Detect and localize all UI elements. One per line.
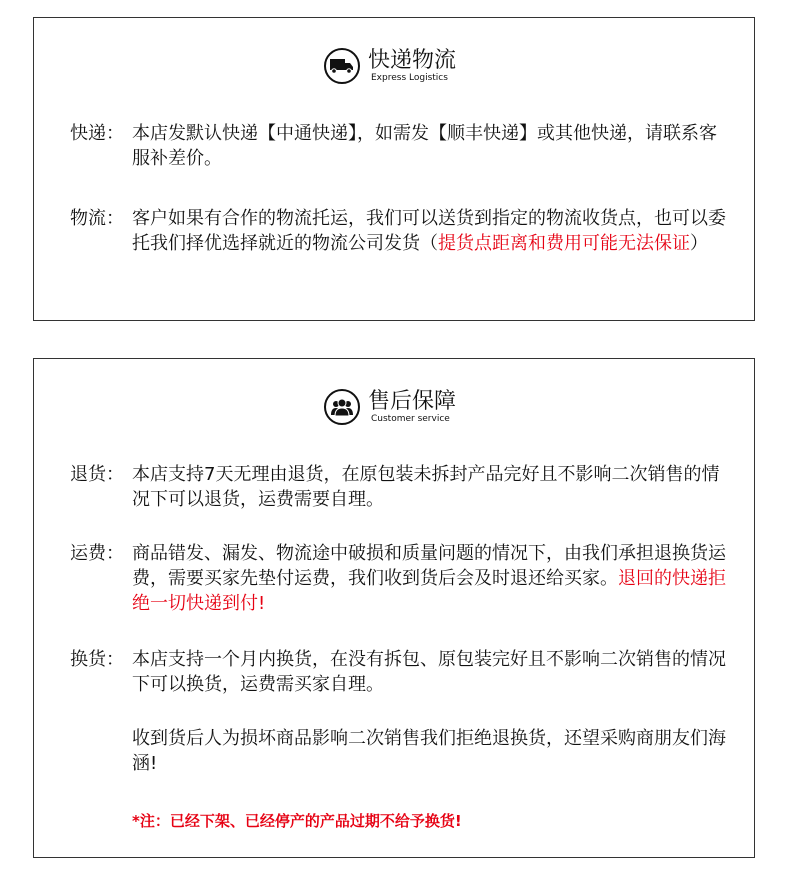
list-item [70,206,734,256]
truck-icon [324,48,360,84]
section-subtitle: Customer service [371,414,450,424]
list-item [70,726,734,776]
item-label: 换货： [70,649,124,670]
item-label: 物流： [70,208,124,229]
users-icon [324,389,360,425]
section-header [324,48,456,84]
logistics-section [33,17,755,321]
list-item [70,462,734,512]
list-item [70,121,734,171]
after-sales-section [33,358,755,858]
item-warning: 提货点距离和费用可能无法保证 [438,233,690,254]
section-title: 快递物流 [368,48,457,73]
item-warning: 退回的快递拒绝一切快递到付! [132,568,726,614]
item-label: 快递： [70,123,124,144]
note-text: *注：已经下架、已经停产的产品过期不给予换货! [132,812,462,830]
item-text: 商品错发、漏发、物流途中破损和质量问题的情况下，由我们承担退换货运费，需要买家先垫付运费，我们收到货后会及时退还给买家。 [132,543,726,589]
item-label: 运费： [70,543,124,564]
section-title: 售后保障 [368,389,457,414]
item-label: 退货： [70,464,124,485]
item-text: 客户如果有合作的物流托运，我们可以送货到指定的物流收货点，也可以委托我们择优选择就近的物流公司发货（ [132,208,726,254]
item-label [70,726,132,776]
item-text: 收到货后人为损坏商品影响二次销售我们拒绝退换货，还望采购商朋友们海涵! [132,728,726,774]
item-text: 本店支持一个月内换货，在没有拆包、原包装完好且不影响二次销售的情况下可以换货，运费需买家自理。 [132,649,726,695]
item-text: 本店支持7天无理由退货，在原包装未拆封产品完好且不影响二次销售的情况下可以退货，运费需要自理。 [132,464,720,510]
section-subtitle: Express Logistics [371,73,448,83]
list-item [70,541,734,616]
item-text-tail: ） [690,233,708,254]
item-text: 本店发默认快递【中通快递】，如需发【顺丰快递】或其他快递，请联系客服补差价。 [132,123,717,169]
list-item [70,647,734,697]
section-header [324,389,456,425]
